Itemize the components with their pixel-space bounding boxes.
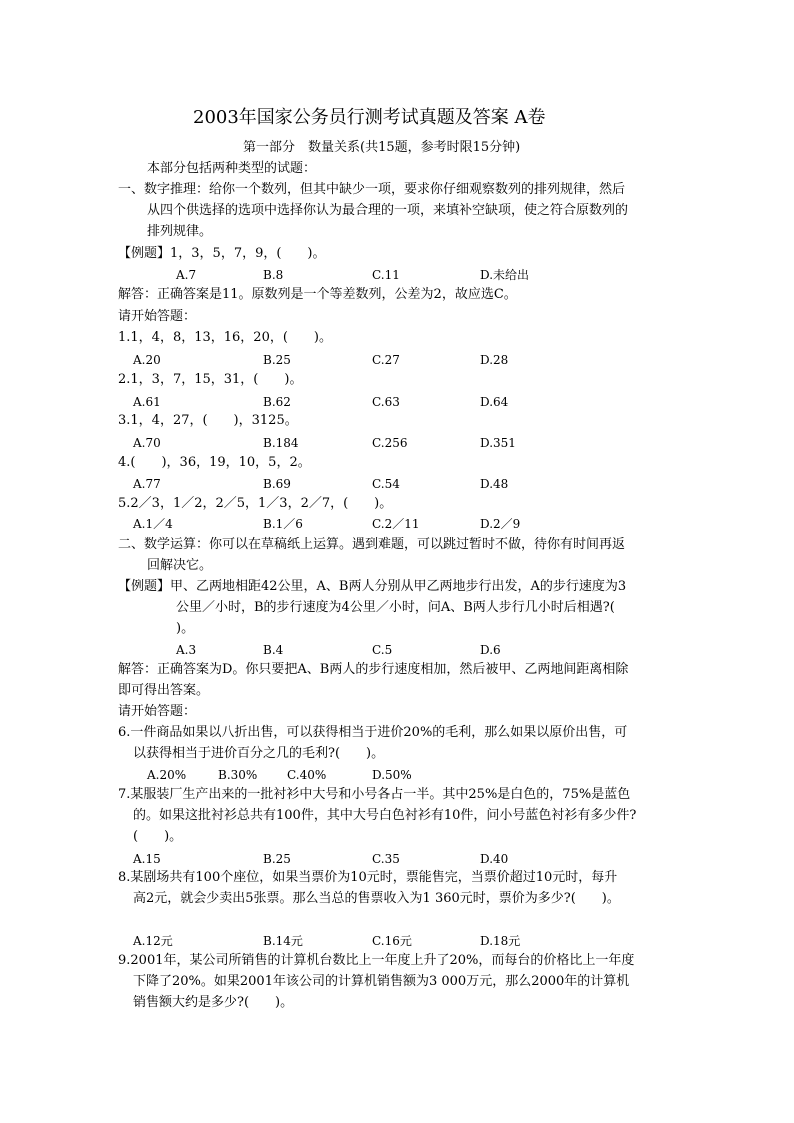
q7-option-d: D.40 [480, 852, 509, 866]
sec2-instruction-line1: 二、数学运算：你可以在草稿纸上运算。遇到难题，可以跳过暂时不做，待你有时间再返 [118, 537, 626, 552]
q2-option-b: B.62 [263, 395, 291, 409]
sec1-answer: 解答：正确答案是11。原数列是一个等差数列，公差为2，故应选C。 [118, 287, 517, 302]
sec1-instruction-line2: 从四个供选择的选项中选择你认为最合理的一项，来填补空缺项，使之符合原数列的 [147, 203, 629, 218]
q3-option-c: C.256 [372, 436, 408, 450]
q4-option-b: B.69 [263, 477, 291, 491]
question-9-line3: 销售额大约是多少?( )。 [133, 995, 294, 1010]
q4-option-a: A.77 [133, 477, 161, 491]
question-8-line2: 高2元，就会少卖出5张票。那么当总的售票收入为1 360元时，票价为多少?( )。 [133, 891, 620, 906]
sec1-example-option-b: B.8 [263, 268, 284, 282]
q5-option-b: B.1／6 [263, 517, 303, 531]
question-7-line3: ( )。 [133, 829, 183, 844]
sec2-start: 请开始答题： [118, 704, 197, 719]
q5-option-a: A.1／4 [133, 517, 173, 531]
q6-option-a: A.20% [147, 768, 187, 782]
sec2-example-line2: 公里／小时，B的步行速度为4公里／小时，问A、B两人步行几小时后相遇?( [176, 600, 615, 615]
q1-option-c: C.27 [372, 353, 400, 367]
q7-option-c: C.35 [372, 852, 400, 866]
sec2-example-option-a: A.3 [176, 643, 197, 657]
q1-option-a: A.20 [133, 353, 161, 367]
sec1-example-option-d: D.未给出 [480, 268, 530, 282]
sec2-example-line3: )。 [176, 621, 195, 636]
q3-option-d: D.351 [480, 436, 516, 450]
sec1-example: 【例题】1，3，5，7，9，( )。 [118, 246, 326, 261]
question-9-line2: 下降了20%。如果2001年该公司的计算机销售额为3 000万元，那么2000年的计算机 [133, 974, 630, 989]
q2-option-a: A.61 [133, 395, 161, 409]
question-6-line2: 以获得相当于进价百分之几的毛利?( )。 [133, 746, 385, 761]
q8-option-d: D.18元 [480, 934, 521, 948]
q3-option-b: B.184 [263, 436, 299, 450]
q7-option-b: B.25 [263, 852, 291, 866]
q8-option-b: B.14元 [263, 934, 303, 948]
intro-text: 本部分包括两种类型的试题： [147, 161, 317, 176]
sec2-example-option-b: B.4 [263, 643, 284, 657]
page-title: 2003年国家公务员行测考试真题及答案 A卷 [193, 107, 546, 128]
question-6-line1: 6.一件商品如果以八折出售，可以获得相当于进价20%的毛利，那么如果以原价出售，可 [118, 725, 628, 740]
sec1-instruction-line3: 排列规律。 [147, 224, 213, 239]
q2-option-d: D.64 [480, 395, 509, 409]
q5-option-c: C.2／11 [372, 517, 420, 531]
question-2: 2.1，3，7，15，31，( )。 [118, 372, 303, 387]
sec1-example-option-a: A.7 [176, 268, 197, 282]
sec2-example-option-d: D.6 [480, 643, 501, 657]
question-1: 1.1，4，8，13，16，20，( )。 [118, 330, 332, 345]
q6-option-c: C.40% [287, 768, 327, 782]
section-subtitle: 第一部分 数量关系(共15题，参考时限15分钟) [243, 140, 521, 155]
sec1-example-option-c: C.11 [372, 268, 400, 282]
sec1-start: 请开始答题： [118, 309, 197, 324]
q8-option-a: A.12元 [133, 934, 173, 948]
question-5: 5.2／3，1／2，2／5，1／3，2／7，( )。 [118, 496, 393, 511]
q3-option-a: A.70 [133, 436, 161, 450]
sec2-example-option-c: C.5 [372, 643, 393, 657]
q1-option-d: D.28 [480, 353, 509, 367]
sec1-instruction-line1: 一、数字推理：给你一个数列，但其中缺少一项，要求你仔细观察数列的排列规律，然后 [118, 182, 626, 197]
question-7-line2: 的。如果这批衬衫总共有100件，其中大号白色衬衫有10件，问小号蓝色衬衫有多少件? [133, 808, 637, 823]
q7-option-a: A.15 [133, 852, 161, 866]
q1-option-b: B.25 [263, 353, 291, 367]
q4-option-c: C.54 [372, 477, 400, 491]
question-7-line1: 7.某服装厂生产出来的一批衬衫中大号和小号各占一半。其中25%是白色的，75%是蓝色 [118, 787, 631, 802]
q6-option-b: B.30% [218, 768, 258, 782]
sec2-example-line1: 【例题】甲、乙两地相距42公里，A、B两人分别从甲乙两地步行出发，A的步行速度为3 [118, 579, 627, 594]
sec2-instruction-line2: 回解决它。 [147, 558, 213, 573]
question-3: 3.1，4，27，( )，3125。 [118, 413, 298, 428]
q4-option-d: D.48 [480, 477, 509, 491]
sec2-answer-line2: 即可得出答案。 [118, 683, 210, 698]
question-8-line1: 8.某剧场共有100个座位，如果当票价为10元时，票能售完，当票价超过10元时，每升 [118, 870, 618, 885]
sec2-answer-line1: 解答：正确答案为D。你只要把A、B两人的步行速度相加，然后被甲、乙两地间距离相除 [118, 662, 629, 677]
q6-option-d: D.50% [372, 768, 412, 782]
question-4: 4.( )，36，19，10，5，2。 [118, 455, 311, 470]
q8-option-c: C.16元 [372, 934, 412, 948]
q2-option-c: C.63 [372, 395, 400, 409]
question-9-line1: 9.2001年，某公司所销售的计算机台数比上一年度上升了20%，而每台的价格比上一年度 [118, 953, 635, 968]
q5-option-d: D.2／9 [480, 517, 521, 531]
